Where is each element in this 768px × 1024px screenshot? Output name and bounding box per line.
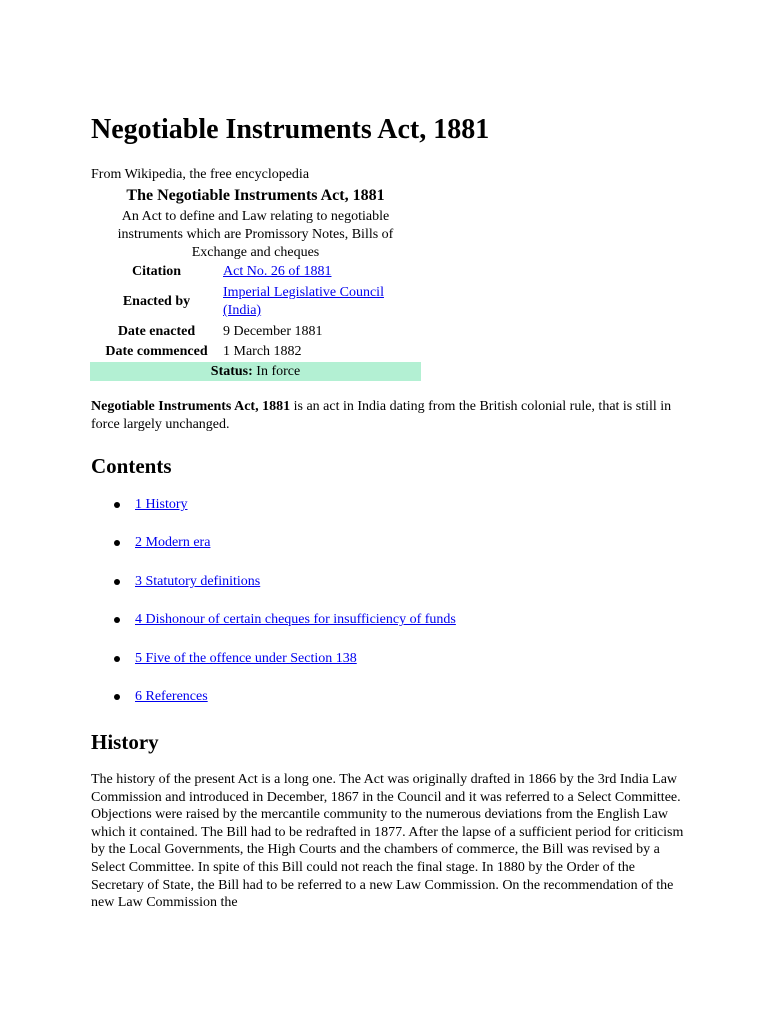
lead-paragraph: [91, 398, 691, 434]
infobox-value: 1 March 1882: [223, 344, 302, 359]
page-title: Negotiable Instruments Act, 1881: [91, 114, 490, 145]
bullet-icon: [114, 540, 120, 546]
toc-item: [91, 611, 456, 649]
history-heading: History: [91, 730, 159, 754]
toc-item: [91, 688, 456, 726]
lead-bold-term: Negotiable Instruments Act, 1881: [91, 399, 291, 414]
source-line: From Wikipedia, the free encyclopedia: [91, 167, 310, 182]
bullet-icon: [114, 656, 120, 662]
infobox-label: Date enacted: [117, 324, 196, 339]
infobox: [90, 185, 421, 381]
bullet-icon: [114, 694, 120, 700]
toc-item: [91, 573, 456, 611]
infobox-caption: The Negotiable Instruments Act, 1881: [126, 187, 385, 204]
toc-link-history[interactable]: 1 History: [135, 497, 188, 512]
bullet-icon: [114, 502, 120, 508]
citation-link[interactable]: Act No. 26 of 1881: [223, 264, 332, 279]
bullet-icon: [114, 617, 120, 623]
status-cell: [90, 362, 421, 381]
infobox-label: Citation: [132, 264, 181, 279]
toc-item: [91, 650, 456, 688]
infobox-label: Enacted by: [122, 294, 191, 309]
table-of-contents: [91, 496, 456, 726]
infobox-value: 9 December 1881: [223, 324, 323, 339]
infobox-label: Date commenced: [105, 344, 208, 359]
toc-link-modern-era[interactable]: 2 Modern era: [135, 535, 211, 551]
enacted-by-link[interactable]: Imperial Legislative Council (India): [223, 285, 384, 318]
toc-link-statutory-definitions[interactable]: 3 Statutory definitions: [135, 573, 261, 589]
bullet-icon: [114, 579, 120, 585]
status-label: Status:: [210, 364, 253, 379]
infobox-row-date-commenced: [90, 342, 421, 362]
toc-item: [91, 534, 456, 572]
lead-text: is an act in India dating from the British colonial rule, that is still in force largely unchanged.: [91, 399, 672, 432]
contents-heading: Contents: [91, 454, 172, 478]
infobox-description: An Act to define and Law relating to negotiable instruments which are Promissory Notes, Bills of Exchange and cheques: [117, 209, 394, 260]
toc-link-section-138[interactable]: 5 Five of the offence under Section 138: [135, 650, 357, 666]
status-value: In force: [256, 364, 301, 379]
toc-link-dishonour[interactable]: 4 Dishonour of certain cheques for insufficiency of funds: [135, 612, 456, 628]
infobox-row-enacted-by: [90, 282, 421, 322]
infobox-row-date-enacted: [90, 322, 421, 342]
toc-link-references[interactable]: 6 References: [135, 688, 208, 704]
history-paragraph: The history of the present Act is a long one. The Act was originally drafted in 1866 by the 3rd India Law Commission and introduced in December, 1867 in the Council and it was referred to a Select Committee. Objections were raised by the mercantile community to the numerous deviations from the English Law which it contained. The Bill had to be redrafted in 1877. After the lapse of a sufficient period for criticism by the Local Governments, the High Courts and the chambers of commerce, the Bill was revised by a Select Committee. In spite of this Bill could not reach the final stage. In 1880 by the Order of the Secretary of State, the Bill had to be referred to a new Law Commission. On the recommendation of the new Law Commission the: [91, 772, 684, 911]
infobox-row-citation: [90, 262, 421, 282]
infobox-status-row: [90, 362, 421, 381]
toc-item: [91, 496, 456, 534]
